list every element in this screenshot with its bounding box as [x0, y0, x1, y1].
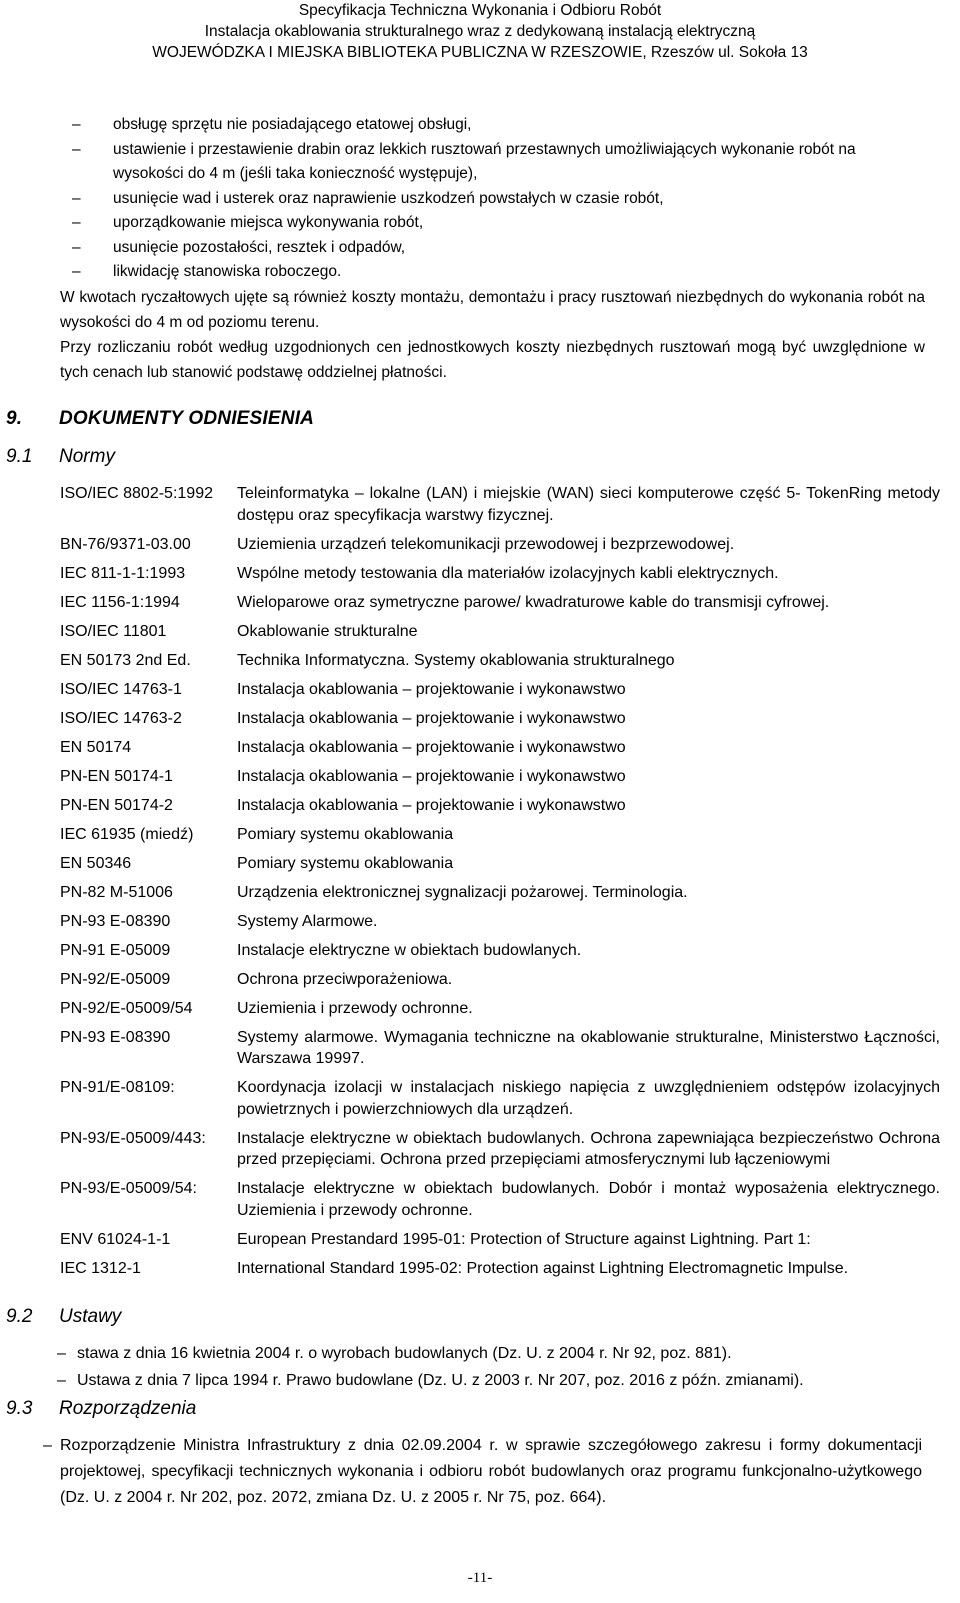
norm-row — [60, 1128, 940, 1171]
norm-description: Instalacja okablowania – projektowanie i wykonawstwo — [237, 680, 626, 698]
norm-description: Systemy Alarmowe. — [237, 912, 378, 930]
list-item — [0, 1340, 960, 1367]
norm-row — [60, 679, 940, 701]
norm-code: PN-92/E-05009/54 — [60, 999, 193, 1017]
norm-description: Uziemienia i przewody ochronne. — [237, 999, 473, 1017]
norm-row — [60, 483, 940, 526]
norm-code: ISO/IEC 11801 — [60, 622, 167, 640]
list-item-text: usunięcie pozostałości, resztek i odpadów, — [113, 238, 406, 256]
norm-row — [60, 824, 940, 846]
norm-row — [60, 998, 940, 1020]
subsection-heading-norms — [6, 446, 115, 468]
norm-description: Okablowanie strukturalne — [237, 622, 418, 640]
dash-bullet: – — [43, 1437, 52, 1454]
norm-code: ENV 61024-1-1 — [60, 1230, 171, 1248]
norm-code: IEC 811-1-1:1993 — [60, 564, 186, 582]
section-number: 9. — [6, 408, 23, 429]
norm-code: ISO/IEC 8802-5:1992 — [60, 485, 213, 502]
section-heading-9 — [6, 408, 314, 430]
norm-description: Systemy alarmowe. Wymagania techniczne na okablowanie strukturalne, Ministerstwo Łączności, Warszawa 19997. — [237, 1028, 940, 1067]
page-number: -11- — [467, 1570, 493, 1586]
dash-bullet: – — [72, 263, 81, 280]
norm-code: PN-93 E-08390 — [60, 912, 171, 930]
section-title: DOKUMENTY ODNIESIENIA — [59, 408, 315, 429]
section-number: 9.3 — [6, 1398, 33, 1419]
regulation-paragraph — [43, 1433, 922, 1511]
list-item — [0, 211, 960, 236]
law-text: stawa z dnia 16 kwietnia 2004 r. o wyrobach budowlanych (Dz. U. z 2004 r. Nr 92, poz. 881). — [77, 1345, 732, 1362]
section-title: Rozporządzenia — [59, 1398, 197, 1419]
list-item-text: usunięcie wad i usterek oraz naprawienie uszkodzeń powstałych w czasie robót, — [113, 189, 664, 207]
norm-description: Instalacja okablowania – projektowanie i wykonawstwo — [237, 738, 626, 756]
norm-description: Instalacja okablowania – projektowanie i wykonawstwo — [237, 767, 626, 785]
dash-bullet: – — [72, 189, 81, 207]
norm-row — [60, 1229, 940, 1251]
norm-code: EN 50173 2nd Ed. — [60, 651, 191, 669]
norm-row — [60, 534, 940, 556]
norm-row — [60, 563, 940, 585]
header-location: WOJEWÓDZKA I MIEJSKA BIBLIOTEKA PUBLICZNA W RZESZOWIE, Rzeszów ul. Sokoła 13 — [152, 44, 808, 61]
norm-row — [60, 882, 940, 904]
section-number: 9.1 — [6, 446, 33, 467]
norm-description: Wieloparowe oraz symetryczne parowe/ kwadraturowe kable do transmisji cyfrowej. — [237, 593, 830, 611]
norm-description: Pomiary systemu okablowania — [237, 825, 454, 843]
norm-row — [60, 592, 940, 614]
list-item — [0, 113, 960, 138]
norm-row — [60, 795, 940, 817]
list-item-text: likwidację stanowiska roboczego. — [113, 263, 342, 280]
norm-description: Instalacje elektryczne w obiektach budowlanych. Dobór i montaż wyposażenia elektrycznego. Uziemienia i przewody ochronne. — [237, 1180, 940, 1219]
norm-description: Instalacje elektryczne w obiektach budowlanych. — [237, 941, 582, 959]
list-item — [0, 236, 960, 261]
norm-row — [60, 1258, 940, 1280]
norm-description: Instalacja okablowania – projektowanie i wykonawstwo — [237, 796, 626, 814]
norm-code: PN-91 E-05009 — [60, 941, 171, 959]
section-title: Normy — [59, 446, 115, 467]
page-header — [0, 0, 960, 68]
norms-table — [60, 483, 940, 1287]
norm-description: Instalacje elektryczne w obiektach budowlanych. Ochrona zapewniająca bezpieczeństwo Ochrona przed przepięciami. Ochrona przed przepięciami atmosferycznymi lub łączeniowymi — [237, 1129, 940, 1168]
section-number: 9.2 — [6, 1306, 33, 1327]
norm-code: PN-91/E-08109: — [60, 1079, 175, 1096]
intro-dash-list — [0, 113, 960, 285]
norm-code: ISO/IEC 14763-2 — [60, 709, 182, 727]
norm-code: PN-93 E-08390 — [60, 1028, 171, 1046]
list-item — [0, 260, 960, 285]
norm-row — [60, 708, 940, 730]
dash-bullet: – — [57, 1372, 66, 1389]
norm-row — [60, 621, 940, 643]
norm-row — [60, 650, 940, 672]
norm-description: Ochrona przeciwporażeniowa. — [237, 970, 453, 988]
header-subtitle: Instalacja okablowania strukturalnego wraz z dedykowaną instalacją elektryczną — [204, 23, 756, 40]
norm-row — [60, 766, 940, 788]
norm-code: BN-76/9371-03.00 — [60, 535, 191, 553]
norm-code: EN 50346 — [60, 854, 132, 872]
norm-row — [60, 853, 940, 875]
norm-row — [60, 911, 940, 933]
norm-code: IEC 1312-1 — [60, 1259, 141, 1277]
list-item — [0, 187, 960, 212]
list-item-text: ustawienie i przestawienie drabin oraz lekkich rusztowań przestawnych umożliwiających wykonanie robót na wysokości do 4 m (jeśli taka konieczność występuje), — [113, 140, 856, 182]
settlement-paragraph: Przy rozliczaniu robót według uzgodnionych cen jednostkowych koszty niezbędnych rusztowań mogą być uwzględnione w tych cenach lub stanowić podstawę oddzielnej płatności. — [60, 339, 925, 381]
norm-description: International Standard 1995-02: Protection against Lightning Electromagnetic Impulse. — [237, 1259, 849, 1277]
norm-description: Technika Informatyczna. Systemy okablowania strukturalnego — [237, 651, 675, 669]
dash-bullet: – — [72, 214, 81, 231]
laws-list — [0, 1340, 960, 1394]
norm-code: PN-82 M-51006 — [60, 883, 173, 901]
dash-bullet: – — [72, 140, 81, 158]
section-title: Ustawy — [59, 1306, 122, 1327]
list-item-text: uporządkowanie miejsca wykonywania robót, — [113, 214, 424, 231]
norm-description: Wspólne metody testowania dla materiałów izolacyjnych kabli elektrycznych. — [237, 564, 779, 582]
regulation-text: Rozporządzenie Ministra Infrastruktury z dnia 02.09.2004 r. w sprawie szczegółowego zakresu i formy dokumentacji projektowej, specyfikacji technicznych wykonania i odbioru robót budowlanych oraz programu funkcjonalno-użytkowego (Dz. U. z 2004 r. Nr 202, poz. 2072, zmiana Dz. U. z 2005 r. Nr 75, poz. 664). — [60, 1437, 922, 1506]
norm-row — [60, 1027, 940, 1070]
norm-description: Koordynacja izolacji w instalacjach niskiego napięcia z uwzględnieniem odstępów izolacyjnych powietrznych i powierzchniowych dla urządzeń. — [237, 1079, 940, 1118]
norm-description: Instalacja okablowania – projektowanie i wykonawstwo — [237, 709, 626, 727]
dash-bullet: – — [72, 116, 81, 133]
norm-code: PN-93/E-05009/443: — [60, 1129, 206, 1147]
list-item — [0, 138, 960, 187]
subsection-heading-regulations — [6, 1398, 196, 1420]
list-item — [0, 1367, 960, 1394]
norm-code: PN-93/E-05009/54: — [60, 1180, 197, 1197]
subsection-heading-laws — [6, 1306, 121, 1328]
header-title: Specyfikacja Techniczna Wykonania i Odbioru Robót — [298, 2, 662, 19]
scaffolding-cost-paragraph: W kwotach ryczałtowych ujęte są również koszty montażu, demontażu i pracy rusztowań niezbędnych do wykonania robót na wysokości do 4 m od poziomu terenu. — [60, 289, 925, 331]
norm-description: European Prestandard 1995-01: Protection of Structure against Lightning. Part 1: — [237, 1230, 811, 1248]
norm-code: ISO/IEC 14763-1 — [60, 680, 182, 698]
norm-row — [60, 940, 940, 962]
norm-row — [60, 1178, 940, 1221]
dash-bullet: – — [72, 238, 81, 256]
norm-row — [60, 1077, 940, 1120]
list-item-text: obsługę sprzętu nie posiadającego etatowej obsługi, — [113, 116, 472, 133]
norm-row — [60, 737, 940, 759]
norm-code: EN 50174 — [60, 738, 132, 756]
norm-code: IEC 61935 (miedź) — [60, 825, 194, 843]
norm-code: PN-EN 50174-2 — [60, 796, 173, 814]
norm-code: IEC 1156-1:1994 — [60, 593, 180, 611]
norm-description: Teleinformatyka – lokalne (LAN) i miejskie (WAN) sieci komputerowe część 5- TokenRing metody dostępu oraz specyfikacja warstwy fizycznej. — [237, 485, 940, 524]
norm-description: Urządzenia elektronicznej sygnalizacji pożarowej. Terminologia. — [237, 883, 688, 901]
norm-code: PN-92/E-05009 — [60, 970, 171, 988]
norm-description: Uziemienia urządzeń telekomunikacji przewodowej i bezprzewodowej. — [237, 535, 735, 553]
norm-code: PN-EN 50174-1 — [60, 767, 173, 785]
law-text: Ustawa z dnia 7 lipca 1994 r. Prawo budowlane (Dz. U. z 2003 r. Nr 207, poz. 2016 z późn. zmianami). — [77, 1372, 804, 1389]
dash-bullet: – — [57, 1345, 66, 1362]
norm-description: Pomiary systemu okablowania — [237, 854, 454, 872]
norm-row — [60, 969, 940, 991]
